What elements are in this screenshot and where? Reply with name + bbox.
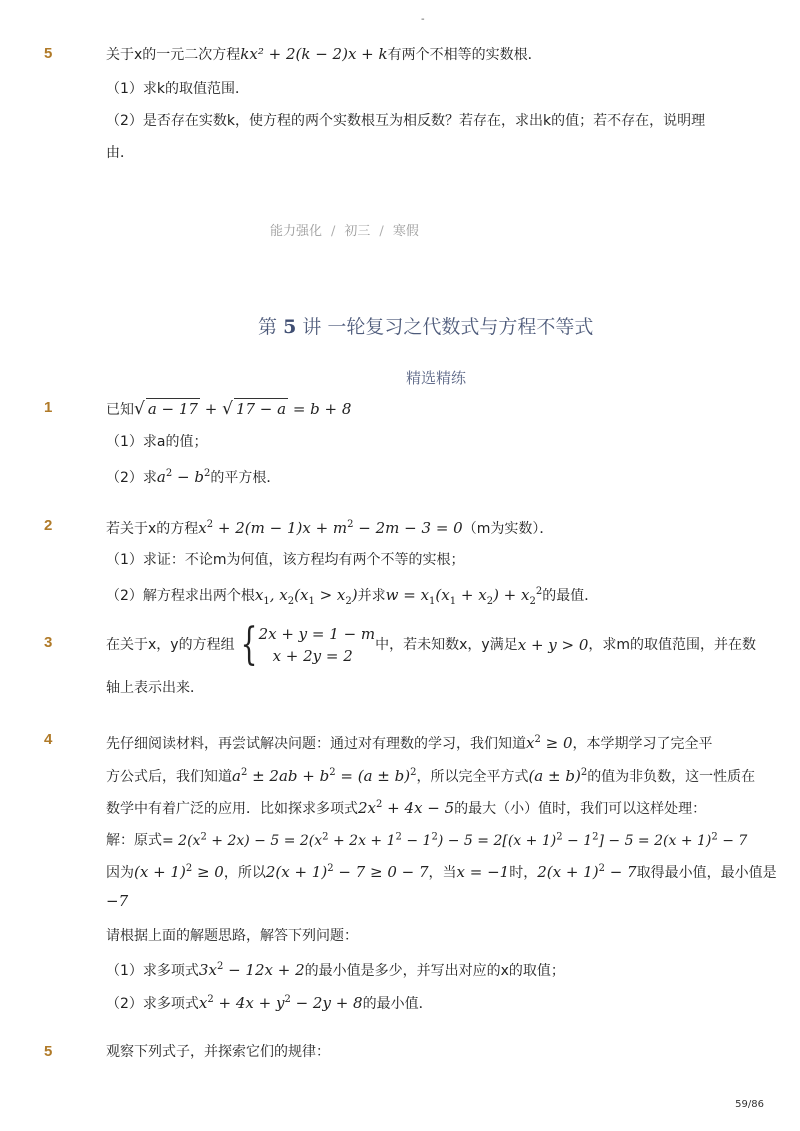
problem-number: 1 <box>44 399 53 416</box>
stem-text: ，所以完全平方式 <box>416 769 529 785</box>
reasoning-text: ，当 <box>428 865 457 881</box>
stem-text: 有两个不相等的实数根． <box>387 47 542 63</box>
breadcrumb-item: 寒假 <box>392 224 419 239</box>
stem-line <box>106 795 706 819</box>
stem-text: 中，若未知数x，y满足 <box>375 637 518 653</box>
sub-question-continuation: 由． <box>106 145 134 161</box>
problem-stem <box>106 44 542 65</box>
reasoning-text: 取得最小值，最小值是 <box>636 865 777 881</box>
problem-stem <box>106 515 553 539</box>
q-text: 的平方根． <box>210 470 281 486</box>
stem-text: （m为实数）． <box>462 521 554 537</box>
stem-text: 关于x的一元二次方程 <box>106 47 241 63</box>
sub-question: （1）求证：不论m为何值，该方程均有两个不等的实根； <box>106 552 465 568</box>
sub-question: （2）是否存在实数k，使方程的两个实数根互为相反数？若存在，求出k的值；若不存在，说明理 <box>106 113 706 129</box>
radicand: 17 − a <box>235 400 287 418</box>
problem-stem <box>106 730 713 754</box>
reasoning-math: x = −1 <box>456 863 510 881</box>
sub-question: （1）求a的值； <box>106 434 208 450</box>
breadcrumb <box>270 220 419 239</box>
sub-question: （1）求k的取值范围． <box>106 81 250 97</box>
stem-text: 的值为非负数，这一性质在 <box>587 769 756 785</box>
page-number: 59/86 <box>735 1099 764 1110</box>
reasoning-math: $(x + 1)^2 \ge 0$ <box>134 863 224 881</box>
q-math: $x^2 + 4x + y^2 - 2y + 8$ <box>198 994 363 1012</box>
page-title <box>258 312 593 339</box>
stem-text: 已知 <box>106 402 134 418</box>
stem-text: 数学中有着广泛的应用．比如探求多项式 <box>106 801 358 817</box>
q-text: （2）求 <box>106 470 157 486</box>
sub-question <box>106 990 433 1014</box>
stem-text: 方公式后，我们知道 <box>106 769 232 785</box>
problem-number: 5 <box>44 1043 53 1060</box>
q-math: $3x^2 - 12x + 2$ <box>198 961 305 979</box>
reasoning-value <box>106 891 128 912</box>
sub-question <box>106 464 280 488</box>
equation-system <box>259 623 376 667</box>
lecture-number: 5 <box>283 316 297 338</box>
sub-question <box>106 957 565 981</box>
stem-math: $x^2 + 2(m - 1)x + m^2 - 2m - 3 = 0$ <box>198 519 463 537</box>
q-math: $x_1$, $x_2(x_1 > x_2)$ <box>254 586 358 607</box>
stem-text: 若关于x的方程 <box>106 521 199 537</box>
reasoning-text: 因为 <box>106 865 134 881</box>
stem-continuation: 轴上表示出来． <box>106 680 204 696</box>
q-text: 的最小值． <box>362 996 433 1012</box>
reasoning-text: ，所以 <box>223 865 266 881</box>
radical-sign: √ <box>134 399 145 419</box>
top-mark: - <box>421 14 425 25</box>
breadcrumb-item: 初三 <box>344 224 371 239</box>
stem-math: $2x^2 + 4x - 5$ <box>358 799 455 817</box>
radical-sign: √ <box>222 399 233 419</box>
stem-math: $(a \pm b)^2$ <box>528 767 588 785</box>
reasoning-line <box>106 859 777 883</box>
instruction: 请根据上面的解题思路，解答下列问题： <box>106 928 358 944</box>
equation: 2x + y = 1 − m <box>258 625 376 643</box>
radicand: a − 17 <box>147 400 198 418</box>
stem-text: ，本学期学习了完全平 <box>572 736 713 752</box>
q-text: 的最小值是多少，并写出对应的x的取值； <box>304 963 565 979</box>
stem-line <box>106 763 755 787</box>
q-text: 的最值． <box>542 588 599 604</box>
brace-glyph: { <box>240 619 257 670</box>
stem-text: 的最大（小）值时，我们可以这样处理： <box>454 801 707 817</box>
q-math: $a^2 - b^2$ <box>156 468 211 486</box>
sub-question <box>106 582 598 612</box>
stem-text: 先仔细阅读材料，再尝试解决问题：通过对有理数的学习，我们知道 <box>106 736 526 752</box>
breadcrumb-separator: / <box>379 224 384 239</box>
solution-text: 解：原式 <box>106 832 162 849</box>
reasoning-math: $2(x + 1)^2 - 7 \ge 0 - 7$ <box>265 863 429 881</box>
problem-stem: 已知√ a − 17 + √ 17 − a = b + 8 <box>106 399 352 419</box>
breadcrumb-separator: / <box>331 224 336 239</box>
stem-math: kx² + 2(k − 2)x + k <box>240 45 388 63</box>
reasoning-math: $2(x + 1)^2 - 7$ <box>537 863 637 881</box>
q-math: $w = x_1(x_1 + x_2) + x_2^2$ <box>385 586 543 607</box>
equation: x + 2y = 2 <box>272 647 353 665</box>
q-text: （2）求多项式 <box>106 996 199 1012</box>
breadcrumb-item: 能力强化 <box>270 224 323 239</box>
problem-stem <box>106 619 757 670</box>
stem-math: $a^2 \pm 2ab + b^2 = (a \pm b)^2$ <box>232 767 417 785</box>
stem-math: $x^2 \ge 0$ <box>526 734 573 752</box>
stem-text: ，求m的取值范围，并在数 <box>588 637 757 653</box>
reasoning-text: 时， <box>509 865 538 881</box>
q-text: （2）解方程求出两个根 <box>106 588 255 604</box>
title-text: 讲 一轮复习之代数式与方程不等式 <box>302 316 594 338</box>
problem-stem: 观察下列式子，并探索它们的规律： <box>106 1044 330 1060</box>
min-value: −7 <box>106 892 129 910</box>
problem-number: 5 <box>44 45 53 62</box>
problem-number: 3 <box>44 634 53 651</box>
q-text: 并求 <box>357 588 386 604</box>
q-text: （1）求多项式 <box>106 963 199 979</box>
problem-number: 4 <box>44 731 53 748</box>
title-prefix: 第 <box>258 316 278 338</box>
solution-line <box>106 827 747 851</box>
problem-number: 2 <box>44 517 53 534</box>
solution-math: = $2(x^2 + 2x) - 5 = 2(x^2 + 2x + 1^2 - 1^2) - 5 = 2[(x + 1)^2 - 1^2] - 5 = 2(x + 1)^2 - 7$ <box>162 831 748 849</box>
section-title: 精选精练 <box>406 369 467 387</box>
stem-text: 在关于x，y的方程组 <box>106 637 235 653</box>
stem-math: x + y > 0 <box>517 636 589 654</box>
